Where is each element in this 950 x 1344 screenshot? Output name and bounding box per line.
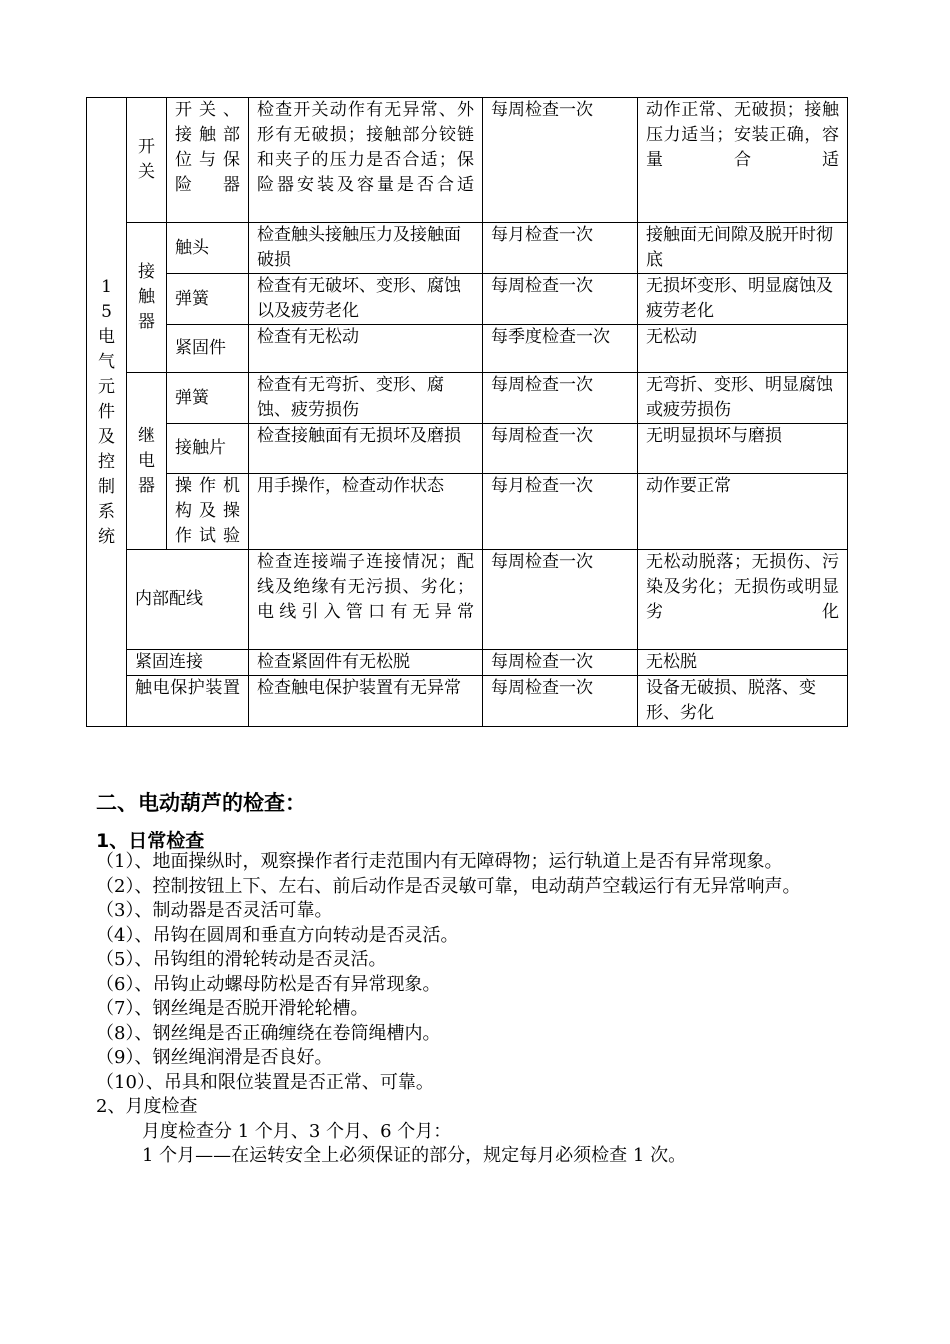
paragraph: 1 个月——在运转安全上必须保证的部分，规定每月必须检查 1 次。	[142, 1145, 687, 1166]
item-cell: 紧固件	[167, 325, 249, 373]
list-item: （8）、钢丝绳是否正确缠绕在卷筒绳槽内。	[96, 1022, 441, 1044]
table-row	[87, 474, 848, 550]
method-cell: 检查接触面有无损坏及磨损	[249, 424, 483, 474]
item-cell: 操作机构及操作试验	[167, 474, 249, 550]
standard-cell: 无弯折、变形、明显腐蚀或疲劳损伤	[638, 373, 848, 424]
standard-cell: 无损坏变形、明显腐蚀及疲劳老化	[638, 274, 848, 325]
paragraph: 月度检查分 1 个月、3 个月、6 个月：	[142, 1120, 452, 1142]
table-row	[87, 274, 848, 325]
list-item: （4）、吊钩在圆周和垂直方向转动是否灵活。	[96, 924, 459, 946]
group-cell-switch: 开关	[127, 98, 167, 223]
method-cell: 检查有无破坏、变形、腐蚀以及疲劳老化	[249, 274, 483, 325]
cycle-cell: 每周检查一次	[483, 98, 638, 223]
cycle-cell: 每周检查一次	[483, 373, 638, 424]
list-item: （5）、吊钩组的滑轮转动是否灵活。	[96, 949, 387, 970]
standard-cell: 无明显损坏与磨损	[638, 424, 848, 474]
list-item: （7）、钢丝绳是否脱开滑轮轮槽。	[96, 998, 369, 1019]
item-cell: 内部配线	[127, 550, 249, 650]
list-item: （1）、地面操纵时，观察操作者行走范围内有无障碍物；运行轨道上是否有异常现象。	[96, 851, 783, 872]
item-cell: 接触片	[167, 424, 249, 474]
list-item: （6）、吊钩止动螺母防松是否有异常现象。	[96, 973, 441, 995]
item-cell: 弹簧	[167, 373, 249, 424]
standard-cell: 设备无破损、脱落、变形、劣化	[638, 676, 848, 727]
table-row	[87, 650, 848, 676]
list-item: （9）、钢丝绳润滑是否良好。	[96, 1047, 333, 1068]
table-row	[87, 223, 848, 274]
table-row	[87, 676, 848, 727]
list-item: （2）、控制按钮上下、左右、前后动作是否灵敏可靠，电动葫芦空载运行有无异常响声。	[96, 875, 801, 897]
cycle-cell: 每周检查一次	[483, 550, 638, 650]
method-cell: 检查连接端子连接情况；配线及绝缘有无污损、劣化；电线引入管口有无异常	[249, 550, 483, 650]
item-cell: 开关、接触部位与保险器	[167, 98, 249, 223]
standard-cell: 无松动	[638, 325, 848, 373]
cycle-cell: 每周检查一次	[483, 274, 638, 325]
cycle-cell: 每月检查一次	[483, 474, 638, 550]
cycle-cell: 每周检查一次	[483, 676, 638, 727]
cycle-cell: 每季度检查一次	[483, 325, 638, 373]
item-cell: 紧固连接	[127, 650, 249, 676]
category-cell	[87, 98, 127, 727]
table-row	[87, 325, 848, 373]
item-cell: 触电保护装置	[127, 676, 249, 727]
item-cell: 弹簧	[167, 274, 249, 325]
method-cell: 检查触头接触压力及接触面破损	[249, 223, 483, 274]
method-cell: 检查紧固件有无松脱	[249, 650, 483, 676]
group-cell-contactor: 接触器	[127, 223, 167, 373]
category-label: 15电气元件及控制系统	[98, 276, 115, 547]
list-item: （10）、吊具和限位装置是否正常、可靠。	[96, 1071, 434, 1093]
method-cell: 检查开关动作有无异常、外形有无破损；接触部分铰链和夹子的压力是否合适；保险器安装及容量是否合适	[249, 98, 483, 223]
cycle-cell: 每周检查一次	[483, 650, 638, 676]
cycle-cell: 每月检查一次	[483, 223, 638, 274]
method-cell: 检查有无弯折、变形、腐蚀、疲劳损伤	[249, 373, 483, 424]
standard-cell: 无松动脱落；无损伤、污染及劣化；无损伤或明显劣化	[638, 550, 848, 650]
list-item: （3）、制动器是否灵活可靠。	[96, 900, 333, 921]
group-cell-relay: 继电器	[127, 373, 167, 550]
table-row	[87, 373, 848, 424]
table-row	[87, 550, 848, 650]
standard-cell: 动作正常、无破损；接触压力适当；安装正确，容量合适	[638, 98, 848, 223]
standard-cell: 无松脱	[638, 650, 848, 676]
cycle-cell: 每周检查一次	[483, 424, 638, 474]
standard-cell: 接触面无间隙及脱开时彻底	[638, 223, 848, 274]
section-body	[96, 850, 861, 1169]
monthly-check-heading: 2、月度检查	[96, 1096, 198, 1117]
inspection-table	[86, 97, 848, 727]
method-cell: 用手操作，检查动作状态	[249, 474, 483, 550]
item-cell: 触头	[167, 223, 249, 274]
daily-check-heading: 1、日常检查	[96, 830, 205, 852]
method-cell: 检查触电保护装置有无异常	[249, 676, 483, 727]
table-row	[87, 98, 848, 223]
table-row	[87, 424, 848, 474]
standard-cell: 动作要正常	[638, 474, 848, 550]
method-cell: 检查有无松动	[249, 325, 483, 373]
section-heading: 二、电动葫芦的检查：	[96, 791, 306, 815]
